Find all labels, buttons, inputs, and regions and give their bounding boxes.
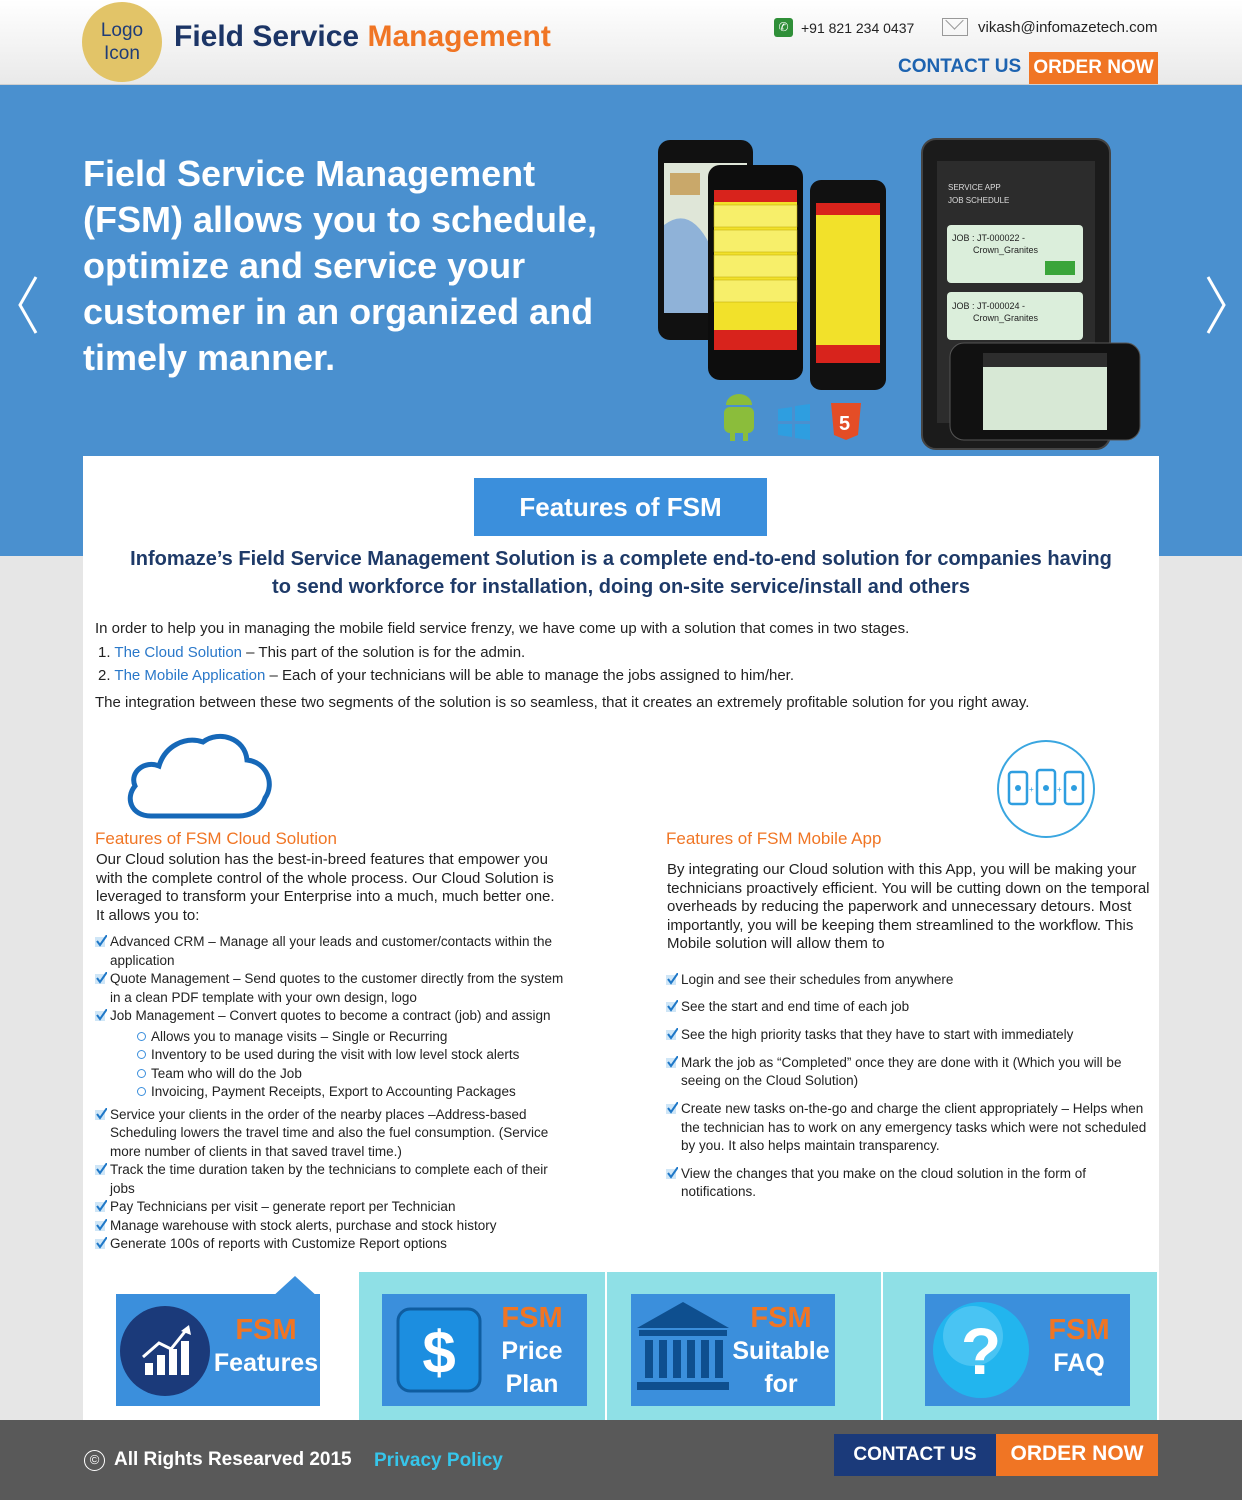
tile-title: Price bbox=[501, 1337, 563, 1365]
item-text: Mark the job as “Completed” once they are done with it (Which you will be seeing on the Cloud Solution) bbox=[681, 1054, 1122, 1089]
svg-text:5: 5 bbox=[839, 413, 851, 435]
svg-text:+: + bbox=[1057, 785, 1062, 794]
tile-label bbox=[486, 1302, 578, 1401]
android-icon bbox=[724, 394, 754, 441]
copyright bbox=[84, 1449, 352, 1471]
item-text: Create new tasks on-the-go and charge the client appropriately – Helps when the technician has to work on any emergency tasks which were not scheduled by you. It also helps maintain transparency. bbox=[681, 1101, 1147, 1154]
check-icon bbox=[95, 1237, 107, 1249]
item-text: Inventory to be used during the visit with low level stock alerts bbox=[151, 1047, 520, 1062]
stage-number: 2. bbox=[98, 667, 111, 684]
tile-label bbox=[727, 1302, 835, 1401]
sub-list-item bbox=[137, 1065, 565, 1084]
tile-fsm-text: FSM bbox=[750, 1302, 812, 1334]
tile-fsm-price-plan[interactable] bbox=[382, 1294, 587, 1406]
header-email[interactable] bbox=[942, 18, 1157, 36]
list-item bbox=[666, 1165, 1156, 1202]
item-text: View the changes that you make on the cloud solution in the form of notifications. bbox=[681, 1165, 1086, 1200]
growth-chart-icon bbox=[119, 1305, 211, 1397]
privacy-policy-link[interactable]: Privacy Policy bbox=[374, 1450, 503, 1471]
cloud-solution-link[interactable]: The Cloud Solution bbox=[114, 644, 243, 661]
item-text: Login and see their schedules from anywhere bbox=[681, 971, 954, 987]
item-text: Pay Technicians per visit – generate report per Technician bbox=[110, 1199, 456, 1214]
cloud-features-paragraph: Our Cloud solution has the best-in-breed features that empower you with the complete control of the whole process. Our Cloud Solution is leveraged to transform your Enterprise into a much, much better one. It allows you to: bbox=[96, 851, 555, 924]
site-title-main: Field Service bbox=[174, 20, 360, 53]
check-icon bbox=[95, 1163, 107, 1175]
integration-text: The integration between these two segments of the solution is so seamless, that it creates an extremely profitable solution for you right away. bbox=[95, 694, 1030, 711]
check-icon bbox=[95, 1009, 107, 1021]
device-mockups-image bbox=[650, 135, 1150, 495]
list-item bbox=[95, 1235, 565, 1254]
item-text: Job Management – Convert quotes to become a contract (job) and assign bbox=[110, 1008, 551, 1023]
item-text: See the high priority tasks that they have to start with immediately bbox=[681, 1027, 1074, 1043]
stages-list bbox=[95, 644, 1145, 684]
intro-block bbox=[95, 620, 1145, 718]
footer-order-now-button[interactable]: ORDER NOW bbox=[996, 1434, 1158, 1476]
item-text: Generate 100s of reports with Customize Report options bbox=[110, 1236, 447, 1251]
item-text: See the start and end time of each job bbox=[681, 999, 910, 1015]
check-icon bbox=[95, 972, 107, 984]
stage-item bbox=[95, 667, 1145, 684]
tile-fsm-text: FSM bbox=[235, 1314, 297, 1346]
list-item bbox=[95, 970, 565, 1007]
mobile-application-link[interactable]: The Mobile Application bbox=[114, 667, 266, 684]
cloud-features-column bbox=[95, 829, 565, 1254]
cloud-features-heading: Features of FSM Cloud Solution bbox=[95, 829, 337, 848]
intro-text: In order to help you in managing the mobile field service frenzy, we have come up with a solution that comes in two stages. bbox=[95, 620, 910, 637]
tile-fsm-text: FSM bbox=[501, 1302, 563, 1334]
job2-name: Crown_Granites bbox=[973, 313, 1039, 323]
tile-pointer bbox=[271, 1276, 319, 1298]
stage-item bbox=[95, 644, 1145, 661]
check-icon bbox=[666, 973, 678, 985]
tile-fsm-faq[interactable] bbox=[925, 1294, 1130, 1406]
site-header bbox=[0, 0, 1242, 85]
mobile-features-list bbox=[666, 971, 1156, 1202]
slider-next-arrow-icon[interactable] bbox=[1200, 273, 1230, 337]
cloud-icon bbox=[121, 728, 277, 826]
header-contact-us-link[interactable]: CONTACT US bbox=[898, 56, 1022, 77]
cloud-features-list bbox=[95, 933, 565, 1254]
list-item bbox=[95, 1161, 565, 1198]
tile-title-line2: for bbox=[764, 1370, 798, 1398]
html5-icon bbox=[831, 403, 861, 440]
site-title[interactable] bbox=[174, 20, 551, 54]
mail-icon bbox=[942, 18, 968, 36]
list-item bbox=[666, 971, 1156, 990]
circle-bullet-icon bbox=[137, 1050, 146, 1059]
svg-text:+: + bbox=[1029, 785, 1034, 794]
check-icon bbox=[666, 1000, 678, 1012]
list-item bbox=[95, 933, 565, 970]
features-lead: Infomaze’s Field Service Management Solution is a complete end-to-end solution for companies having to send workforce for installation, doing on-site service/install and others bbox=[130, 548, 1112, 598]
check-icon bbox=[95, 1200, 107, 1212]
footer-contact-us-button[interactable]: CONTACT US bbox=[834, 1434, 996, 1476]
item-text: Track the time duration taken by the technicians to complete each of their jobs bbox=[110, 1162, 548, 1196]
item-text: Quote Management – Send quotes to the customer directly from the system in a clean PDF template with your own design, logo bbox=[110, 971, 564, 1005]
circle-bullet-icon bbox=[137, 1087, 146, 1096]
copyright-icon: © bbox=[84, 1450, 105, 1471]
tile-title: FAQ bbox=[1053, 1349, 1105, 1377]
header-phone[interactable] bbox=[774, 18, 914, 37]
item-text: Manage warehouse with stock alerts, purchase and stock history bbox=[110, 1217, 497, 1233]
list-item bbox=[95, 1217, 565, 1236]
check-icon bbox=[666, 1167, 678, 1179]
svg-text:$: $ bbox=[422, 1319, 456, 1386]
check-icon bbox=[666, 1056, 678, 1068]
tile-label bbox=[212, 1314, 320, 1380]
tile-fsm-features[interactable] bbox=[116, 1294, 320, 1406]
circle-bullet-icon bbox=[137, 1032, 146, 1041]
mobile-devices-icon bbox=[995, 738, 1097, 840]
list-item bbox=[95, 1007, 565, 1102]
feature-tiles bbox=[83, 1272, 1159, 1420]
item-text: Invoicing, Payment Receipts, Export to Accounting Packages bbox=[151, 1084, 516, 1099]
sub-list-item bbox=[137, 1083, 565, 1102]
item-text: Advanced CRM – Manage all your leads and customer/contacts within the application bbox=[110, 934, 552, 968]
circle-bullet-icon bbox=[137, 1069, 146, 1078]
building-icon bbox=[633, 1298, 733, 1394]
tile-title: Features bbox=[213, 1349, 319, 1377]
mobile-features-paragraph: By integrating our Cloud solution with this App, you will be making your technicians proactively efficient. You will be cutting down on the temporal overheads by reducing the paperwork and unnecessary detours. Most importantly, you will be keeping them streamlined to the workflow. This Mobile solution will allow them to bbox=[667, 861, 1150, 952]
job1-name: Crown_Granites bbox=[973, 245, 1039, 255]
tile-fsm-suitable-for[interactable] bbox=[631, 1294, 835, 1406]
item-text: Team who will do the Job bbox=[151, 1065, 302, 1081]
email-address: vikash@infomazetech.com bbox=[978, 18, 1158, 36]
logo-line2: Icon bbox=[104, 43, 140, 64]
list-item bbox=[666, 1100, 1156, 1156]
copyright-text: All Rights Researved 2015 bbox=[114, 1449, 352, 1470]
features-heading: Features of FSM bbox=[474, 478, 767, 536]
phone-number: +91 821 234 0437 bbox=[801, 19, 915, 36]
item-text: Service your clients in the order of the nearby places –Address-based Scheduling lowers the travel time and also the fuel consumption. (Service more number of clients in that saved travel time.) bbox=[110, 1106, 549, 1159]
tile-title: Suitable bbox=[732, 1337, 830, 1365]
job1-id: JOB : JT-000022 - bbox=[952, 233, 1026, 243]
list-item bbox=[95, 1106, 565, 1162]
header-order-now-button[interactable]: ORDER NOW bbox=[1029, 52, 1158, 84]
mobile-features-column bbox=[666, 829, 1156, 1211]
mobile-features-heading: Features of FSM Mobile App bbox=[666, 829, 882, 848]
stage-number: 1. bbox=[98, 644, 111, 661]
list-item bbox=[666, 1026, 1156, 1045]
check-icon bbox=[666, 1028, 678, 1040]
sub-list-item bbox=[137, 1028, 565, 1047]
phone-icon: ✆ bbox=[774, 18, 793, 37]
sub-list-item bbox=[137, 1046, 565, 1065]
site-footer bbox=[0, 1420, 1242, 1500]
job2-id: JOB : JT-000024 - bbox=[952, 301, 1026, 311]
logo-placeholder[interactable] bbox=[82, 2, 162, 82]
tile-fsm-text: FSM bbox=[1048, 1314, 1110, 1346]
tile-title-line2: Plan bbox=[505, 1370, 559, 1398]
job-management-sublist bbox=[137, 1028, 565, 1102]
list-item bbox=[95, 1198, 565, 1217]
tablet-header: SERVICE APP bbox=[948, 183, 1001, 192]
question-mark-icon bbox=[931, 1300, 1031, 1400]
tablet-subheader: JOB SCHEDULE bbox=[948, 196, 1010, 205]
check-icon bbox=[95, 1219, 107, 1231]
item-text: Allows you to manage visits – Single or Recurring bbox=[151, 1028, 448, 1044]
list-item bbox=[666, 1054, 1156, 1091]
site-title-accent: Management bbox=[367, 20, 551, 53]
svg-text:?: ? bbox=[960, 1314, 1002, 1388]
logo-line1: Logo bbox=[100, 20, 144, 41]
check-icon bbox=[95, 935, 107, 947]
check-icon bbox=[95, 1108, 107, 1120]
list-item bbox=[666, 998, 1156, 1017]
check-icon bbox=[666, 1102, 678, 1114]
windows-icon bbox=[778, 404, 810, 440]
tile-label bbox=[1035, 1314, 1123, 1380]
slider-prev-arrow-icon[interactable] bbox=[14, 273, 44, 337]
stage-description: – Each of your technicians will be able to manage the jobs assigned to him/her. bbox=[265, 667, 795, 684]
dollar-icon bbox=[396, 1307, 482, 1393]
stage-description: – This part of the solution is for the admin. bbox=[242, 644, 526, 661]
hero-headline: Field Service Management (FSM) allows you to schedule, optimize and service your customer in an organized and timely manner. bbox=[83, 153, 598, 378]
